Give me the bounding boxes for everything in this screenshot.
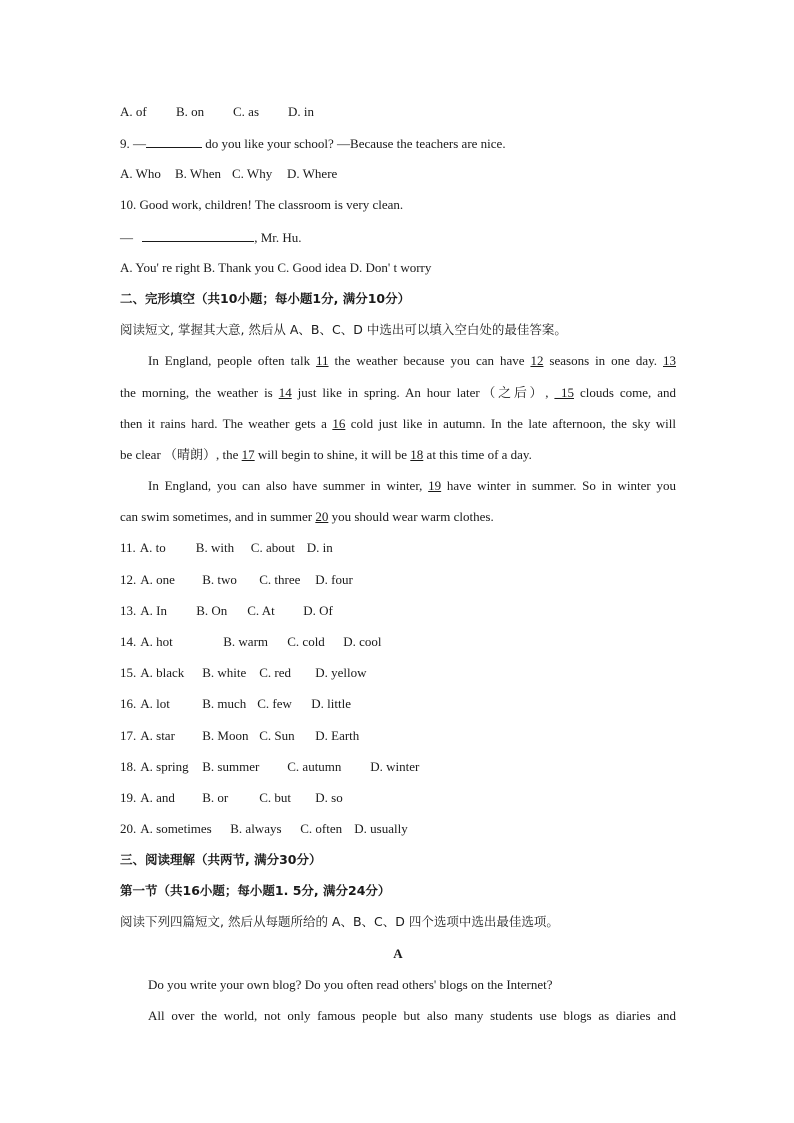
cloze-question-16 <box>120 695 676 713</box>
cloze-text: In England, people often talk <box>148 353 317 368</box>
option-b: B. with <box>195 540 235 555</box>
option-a: A. to <box>139 540 166 555</box>
option-c: C. red <box>259 665 292 680</box>
cloze-text: at this time of a day. <box>423 447 532 462</box>
blank-18: 18 <box>410 447 424 462</box>
cloze-question-12 <box>120 571 676 589</box>
q9-option-b: B. When <box>175 166 221 181</box>
blank-20: 20 <box>315 509 329 524</box>
option-a: A. spring <box>140 759 189 774</box>
cloze-question-18 <box>120 758 676 776</box>
q8-option-c: C. as <box>233 104 259 119</box>
cloze-question-19 <box>120 789 676 807</box>
option-d: D. four <box>315 572 353 587</box>
question-number: 20. <box>120 821 137 836</box>
blank-13: 13 <box>663 353 676 368</box>
q8-option-a: A. of <box>120 104 147 119</box>
option-d: D. so <box>315 790 343 805</box>
cloze-line-1 <box>148 352 676 370</box>
blank-15: _15 <box>554 385 574 400</box>
cloze-text: In England, you can also have summer in winter, <box>148 478 429 493</box>
option-d: D. cool <box>343 634 382 649</box>
option-b: B. always <box>230 821 282 836</box>
option-c: C. At <box>247 603 275 618</box>
cloze-text: will begin to shine, it will be <box>254 447 411 462</box>
passage-paragraph-2: All over the world, not only famous people but also many students use blogs as diaries and <box>148 1008 676 1023</box>
q10-tail: , Mr. Hu. <box>254 230 302 245</box>
q10-dash: — <box>120 230 133 245</box>
option-d: D. winter <box>370 759 420 774</box>
cloze-question-17 <box>120 727 676 745</box>
passage-label: A <box>393 946 403 961</box>
blank-14: 14 <box>278 385 292 400</box>
cloze-line-3 <box>120 415 676 433</box>
option-d: D. Earth <box>315 728 360 743</box>
option-c: C. few <box>257 696 292 711</box>
option-a: A. black <box>140 665 185 680</box>
section3-instruction: 阅读下列四篇短文, 然后从每题所给的 A、B、C、D 四个选项中选出最佳选项。 <box>120 914 559 929</box>
cloze-text: can swim sometimes, and in summer <box>120 509 316 524</box>
cloze-line-4 <box>120 446 676 464</box>
cloze-line-2 <box>120 384 676 402</box>
q9-options <box>120 165 676 183</box>
cloze-line-6 <box>120 508 676 526</box>
cloze-question-14 <box>120 633 676 651</box>
option-d: D. little <box>311 696 351 711</box>
question-number: 11. <box>120 540 136 555</box>
question-number: 12. <box>120 572 137 587</box>
option-c: C. autumn <box>287 759 342 774</box>
section2-instruction: 阅读短文, 掌握其大意, 然后从 A、B、C、D 中选出可以填入空白处的最佳答案。 <box>120 322 567 337</box>
cloze-text: the weather because you can have <box>328 353 531 368</box>
option-c: C. often <box>300 821 343 836</box>
option-c: C. about <box>250 540 295 555</box>
q10-response <box>120 228 676 247</box>
q10-stem: 10. Good work, children! The classroom is very clean. <box>120 197 404 212</box>
cloze-text: you should wear warm clothes. <box>328 509 494 524</box>
option-b: B. warm <box>223 634 269 649</box>
q10-blank <box>142 228 254 242</box>
passage-paragraph-1: Do you write your own blog? Do you often read others' blogs on the Internet? <box>148 977 553 992</box>
cloze-question-20 <box>120 820 676 838</box>
option-b: B. much <box>202 696 247 711</box>
option-c: C. cold <box>287 634 325 649</box>
section3-heading: 三、阅读理解（共两节, 满分30分） <box>120 852 322 867</box>
q9-text: do you like your school? —Because the teachers are nice. <box>205 136 506 151</box>
q9-stem <box>120 134 676 153</box>
q9-number: 9. <box>120 136 130 151</box>
q8-options <box>120 103 676 121</box>
question-number: 16. <box>120 696 137 711</box>
cloze-line-5 <box>148 477 676 495</box>
option-a: A. sometimes <box>140 821 212 836</box>
cloze-text: cold just like in autumn. In the late afternoon, the sky will <box>345 416 676 431</box>
question-number: 15. <box>120 665 137 680</box>
cloze-text: the morning, the weather is <box>120 385 279 400</box>
option-a: A. one <box>140 572 175 587</box>
option-d: D. yellow <box>315 665 367 680</box>
cloze-text: be clear （晴朗）, the <box>120 447 242 462</box>
question-number: 18. <box>120 759 137 774</box>
question-number: 14. <box>120 634 137 649</box>
option-b: B. On <box>196 603 228 618</box>
option-d: D. usually <box>354 821 408 836</box>
q8-option-b: B. on <box>176 104 205 119</box>
option-b: B. Moon <box>202 728 249 743</box>
cloze-text: then it rains hard. The weather gets a <box>120 416 333 431</box>
q9-blank <box>146 134 202 148</box>
blank-16: 16 <box>332 416 346 431</box>
blank-19: 19 <box>428 478 442 493</box>
option-a: A. lot <box>140 696 170 711</box>
blank-12: 12 <box>530 353 544 368</box>
option-c: C. Sun <box>259 728 295 743</box>
option-a: A. hot <box>140 634 173 649</box>
cloze-text: seasons in one day. <box>543 353 663 368</box>
question-number: 13. <box>120 603 137 618</box>
option-b: B. summer <box>202 759 260 774</box>
cloze-text: just like in spring. An hour later（之后）, <box>291 385 555 400</box>
cloze-text: have winter in summer. So in winter you <box>441 478 676 493</box>
option-b: B. or <box>202 790 229 805</box>
option-c: C. but <box>259 790 292 805</box>
option-c: C. three <box>259 572 301 587</box>
section2-heading: 二、完形填空（共10小题；每小题1分, 满分10分） <box>120 291 411 306</box>
cloze-question-11 <box>120 539 676 557</box>
option-d: D. Of <box>303 603 333 618</box>
cloze-question-15 <box>120 664 676 682</box>
question-number: 19. <box>120 790 137 805</box>
option-a: A. star <box>140 728 175 743</box>
option-b: B. two <box>202 572 237 587</box>
q9-option-c: C. Why <box>232 166 273 181</box>
blank-17: 17 <box>241 447 255 462</box>
q9-option-d: D. Where <box>287 166 338 181</box>
blank-11: 11 <box>316 353 329 368</box>
question-number: 17. <box>120 728 137 743</box>
option-d: D. in <box>306 540 333 555</box>
section3-subheading: 第一节（共16小题；每小题1. 5分, 满分24分） <box>120 883 391 898</box>
cloze-question-13 <box>120 602 676 620</box>
option-a: A. In <box>140 603 167 618</box>
q9-option-a: A. Who <box>120 166 161 181</box>
q10-options: A. You' re right B. Thank you C. Good idea D. Don' t worry <box>120 260 432 275</box>
q8-option-d: D. in <box>288 104 314 119</box>
option-a: A. and <box>140 790 175 805</box>
q9-dash: — <box>133 136 146 151</box>
option-b: B. white <box>202 665 247 680</box>
cloze-text: clouds come, and <box>573 385 676 400</box>
